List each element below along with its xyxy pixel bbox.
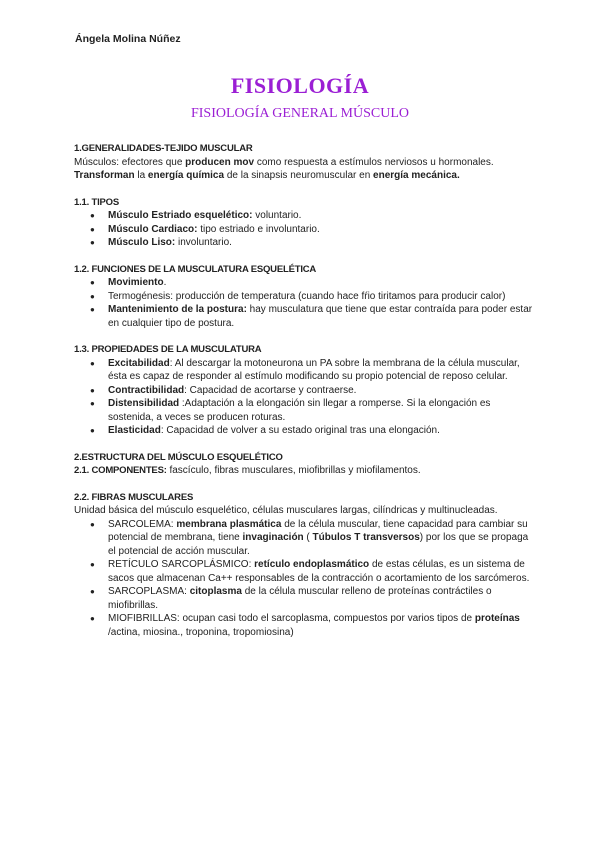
section-heading-fibras: 2.2. FIBRAS MUSCULARES	[74, 491, 194, 503]
list-item: ● Músculo Cardiaco: tipo estriado e involuntario.	[90, 223, 320, 235]
section-paragraph-fibras: Unidad básica del músculo esquelético, células musculares largas, cilíndricas y multinucleadas.	[74, 505, 498, 516]
list-item: ● SARCOPLASMA: citoplasma de la célula muscular relleno de proteínas contráctiles o miofibrillas.	[90, 586, 492, 611]
section-heading-propiedades: 1.3. PROPIEDADES DE LA MUSCULATURA	[74, 344, 262, 355]
list-item: ● MIOFIBRILLAS: ocupan casi todo el sarcoplasma, compuestos por varios tipos de proteínas /actina, miosina., troponina, tropomiosina)	[90, 613, 520, 638]
list-item: ● Elasticidad: Capacidad de volver a su estado original tras una elongación.	[90, 425, 440, 436]
list-item: ● Movimiento.	[90, 277, 167, 288]
bullet-icon: ●	[90, 519, 95, 529]
page-subtitle: FISIOLOGÍA GENERAL MÚSCULO	[190, 106, 410, 121]
bullet-icon: ●	[90, 278, 95, 287]
bullet-icon: ●	[90, 385, 95, 395]
bullet-icon: ●	[90, 238, 95, 247]
section-heading-generalidades: 1.GENERALIDADES-TEJIDO MUSCULAR	[74, 143, 253, 154]
list-item: ● Músculo Estriado esquelético: voluntario.	[90, 210, 302, 221]
section-heading-tipos: 1.1. TIPOS	[74, 196, 119, 208]
list-fibras	[74, 518, 534, 640]
list-item: ● Contractibilidad: Capacidad de acortarse y contraerse.	[90, 384, 357, 396]
page-title: FISIOLOGÍA	[230, 73, 370, 98]
list-item: ● Termogénesis: producción de temperatura (cuando hace fŕio tiritamos para producir calor)	[90, 290, 506, 302]
bullet-icon: ●	[90, 291, 95, 301]
list-item: ● Músculo Liso: involuntario.	[90, 237, 232, 248]
section-paragraph-componentes: 2.1. COMPONENTES: fascículo, fibras musculares, miofibrillas y miofilamentos.	[74, 465, 421, 476]
author-name: Ángela Molina Núñez	[75, 33, 181, 45]
list-propiedades	[74, 357, 534, 438]
section-heading-estructura: 2.ESTRUCTURA DEL MÚSCULO ESQUELÉTICO	[74, 451, 283, 463]
bullet-icon: ●	[90, 426, 95, 435]
section-heading-funciones: 1.2. FUNCIONES DE LA MUSCULATURA ESQUELÉTICA	[74, 263, 317, 275]
section-paragraph-generalidades: Músculos: efectores que producen mov como respuesta a estímulos nerviosos u hormonales. Transforman la energía química de la sinapsis neuromuscular en energía mecánica.	[74, 156, 494, 181]
document-body	[74, 142, 534, 639]
bullet-icon: ●	[90, 587, 95, 596]
list-funciones	[74, 276, 534, 330]
bullet-icon: ●	[90, 560, 95, 569]
list-item: ● RETÍCULO SARCOPLÁSMICO: retículo endoplasmático de estas células, es un sistema de sacos que almacenan Ca++ responsables de la contracción o acortamiento de los sarcómeros.	[90, 559, 530, 584]
list-item: ● Excitabilidad: Al descargar la motoneurona un PA sobre la membrana de la célula muscular, ésta es capaz de responder al estímulo modificando su propio potencial de reposo celular.	[90, 357, 520, 382]
list-tipos	[74, 209, 534, 250]
bullet-icon: ●	[90, 358, 95, 368]
bullet-icon: ●	[90, 614, 95, 623]
bullet-icon: ●	[90, 399, 95, 408]
bullet-icon: ●	[90, 305, 95, 314]
bullet-icon: ●	[90, 211, 95, 220]
list-item: ● Distensibilidad :Adaptación a la elongación sin llegar a romperse. Si la elongación es sostenida, a veces se producen roturas.	[90, 398, 491, 423]
bullet-icon: ●	[90, 224, 95, 234]
list-item: ● SARCOLEMA: membrana plasmática de la célula muscular, tiene capacidad para cambiar su potencial de membrana, tiene invaginación ( Túbulos T transversos) por los que se propaga el potencial de acción muscular.	[90, 518, 529, 557]
list-item: ● Mantenimiento de la postura: hay musculatura que tiene que estar contraída para poder estar en cualquier tipo de postura.	[90, 304, 533, 329]
